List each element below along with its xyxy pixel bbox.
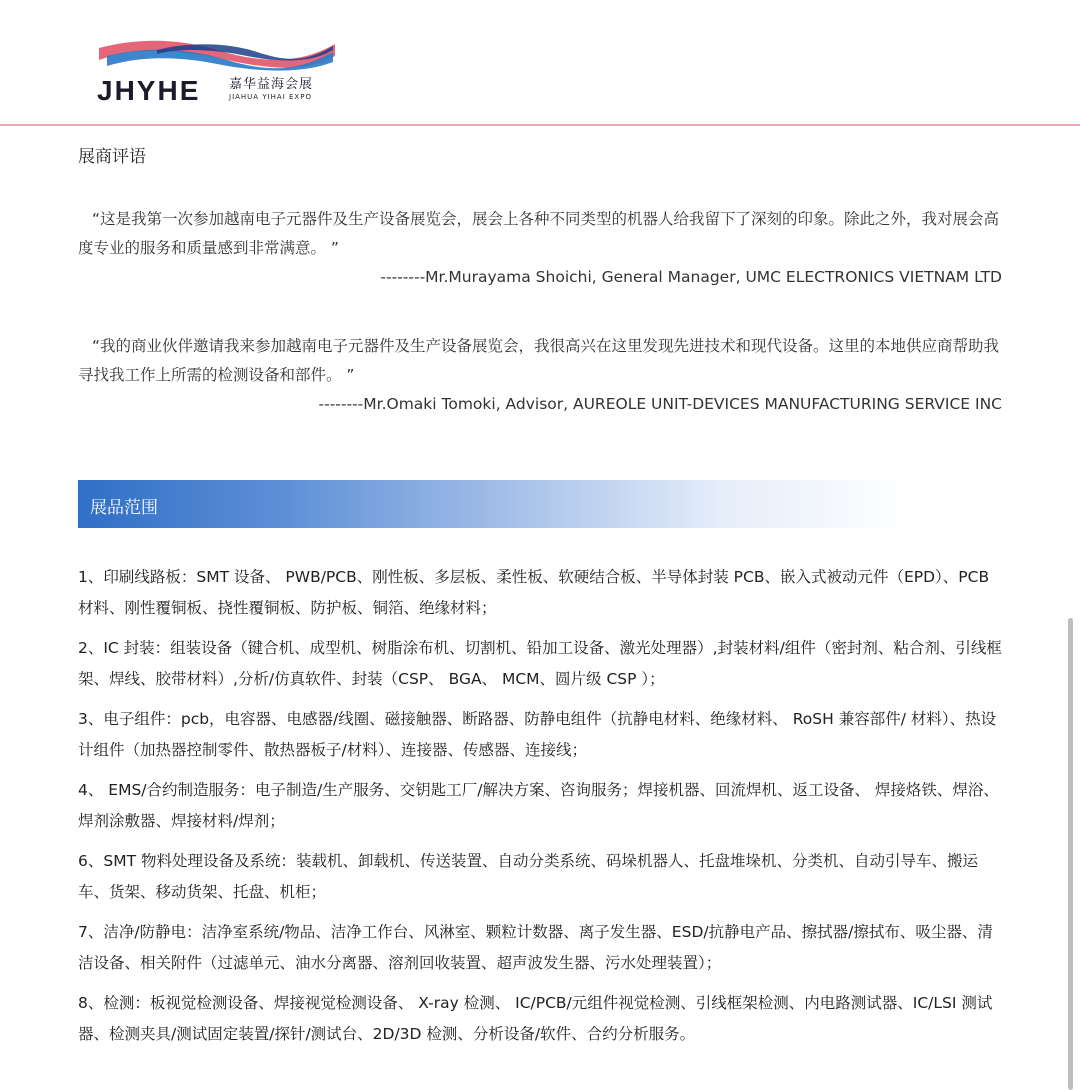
quote-signature: --------Mr.Murayama Shoichi, General Manager, UMC ELECTRONICS VIETNAM LTD	[380, 268, 1002, 286]
logo-chinese-name: 嘉华益海会展	[229, 77, 314, 92]
product-item: 8、检测：板视觉检测设备、焊接视觉检测设备、 X-ray 检测、 IC/PCB/元组件视觉检测、引线框架检测、内电路测试器、IC/LSI 测试器、检测夹具/测试固定装置/探针/测试台、2D/3D 检测、分析设备/软件、合约分析服务。	[78, 994, 993, 1043]
quote-text: “这是我第一次参加越南电子元器件及生产设备展览会，展会上各种不同类型的机器人给我留下了深刻的印象。除此之外，我对展会高度专业的服务和质量感到非常满意。 ”	[78, 210, 1000, 257]
product-item: 4、 EMS/合约制造服务：电子制造/生产服务、交钥匙工厂/解决方案、咨询服务；焊接机器、回流焊机、返工设备、 焊接烙铁、焊浴、焊剂涂敷器、焊接材料/焊剂；	[78, 781, 999, 830]
comments-title: 展商评语	[78, 147, 146, 167]
product-item: 7、洁净/防静电：洁净室系统/物品、洁净工作台、风淋室、颗粒计数器、离子发生器、ESD/抗静电产品、擦拭器/擦拭布、吸尘器、清洁设备、相关附件（过滤单元、油水分离器、溶剂回收装置、超声波发生器、污水处理装置）；	[78, 923, 993, 972]
quote-signature: --------Mr.Omaki Tomoki, Advisor, AUREOLE UNIT-DEVICES MANUFACTURING SERVICE INC	[318, 395, 1002, 413]
products-title: 展品范围	[90, 498, 158, 518]
product-item: 2、IC 封装：组装设备（键合机、成型机、树脂涂布机、切割机、铅加工设备、激光处理器）,封装材料/组件（密封剂、粘合剂、引线框架、焊线、胶带材料）,分析/仿真软件、封装（CSP、 BGA、 MCM、圆片级 CSP ）；	[78, 639, 1002, 688]
exhibitor-quote	[78, 205, 1002, 292]
quote-text: “我的商业伙伴邀请我来参加越南电子元器件及生产设备展览会，我很高兴在这里发现先进技术和现代设备。这里的本地供应商帮助我寻找我工作上所需的检测设备和部件。 ”	[78, 337, 1000, 384]
wave-logo-icon	[97, 36, 337, 76]
scrollbar[interactable]	[1068, 618, 1073, 1090]
product-list	[78, 562, 1002, 1059]
header-divider	[0, 124, 1080, 126]
logo-brand-text: JHYHE	[97, 75, 201, 106]
logo-english-name: JIAHUA YIHAI EXPO	[229, 93, 312, 101]
product-item: 6、SMT 物料处理设备及系统：装载机、卸载机、传送装置、自动分类系统、码垛机器人、托盘堆垛机、分类机、自动引导车、搬运车、货架、移动货架、托盘、机柜；	[78, 852, 978, 901]
expo-logo	[97, 36, 337, 106]
product-item: 3、电子组件：pcb，电容器、电感器/线圈、磁接触器、断路器、防静电组件（抗静电材料、绝缘材料、 RoSH 兼容部件/ 材料）、热设计组件（加热器控制零件、散热器板子/材料）、连接器、传感器、连接线；	[78, 710, 997, 759]
products-banner	[78, 480, 1002, 528]
exhibitor-quote	[78, 332, 1002, 419]
product-item: 1、印刷线路板：SMT 设备、 PWB/PCB、刚性板、多层板、柔性板、软硬结合板、半导体封装 PCB、嵌入式被动元件（EPD）、PCB 材料、刚性覆铜板、挠性覆铜板、防护板、铜箔、绝缘材料；	[78, 568, 990, 617]
